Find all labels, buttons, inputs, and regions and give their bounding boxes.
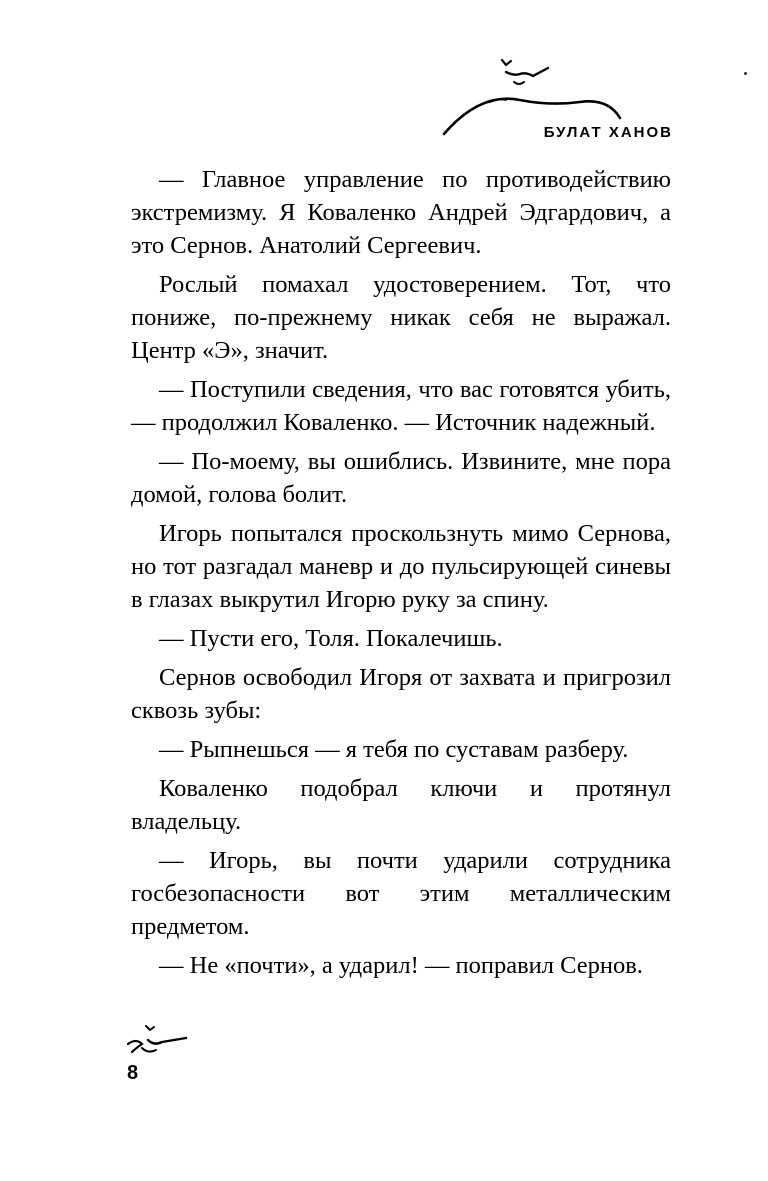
paragraph: Сернов освободил Игоря от захвата и пригрозил сквозь зубы: xyxy=(131,664,671,724)
paragraph: Игорь попытался проскользнуть мимо Сернова, но тот разгадал маневр и до пульсирующей синевы в глазах выкрутил Игорю руку за спину. xyxy=(131,520,671,613)
paragraph: — Игорь, вы почти ударили сотрудника госбезопасности вот этим металлическим предметом. xyxy=(131,847,671,940)
paragraph: — По-моему, вы ошиблись. Извините, мне пора домой, голова болит. xyxy=(131,448,671,508)
paragraph: — Главное управление по противодействию экстремизму. Я Коваленко Андрей Эдгардович, а это Сернов. Анатолий Сергеевич. xyxy=(131,166,671,259)
paragraph: — Пусти его, Толя. Покалечишь. xyxy=(159,625,503,652)
stray-dot xyxy=(744,72,747,75)
running-head-author: БУЛАТ ХАНОВ xyxy=(543,124,673,141)
body-text xyxy=(131,163,671,982)
paragraph: — Поступили сведения, что вас готовятся убить, — продолжил Коваленко. — Источник надежный. xyxy=(131,376,671,436)
page-number: 8 xyxy=(127,1062,139,1084)
paragraph: Коваленко подобрал ключи и протянул владельцу. xyxy=(131,775,671,835)
paragraph: — Не «почти», а ударил! — поправил Сернов. xyxy=(159,952,643,979)
paragraph: — Рыпнешься — я тебя по суставам разберу. xyxy=(159,736,629,763)
paragraph: Рослый помахал удостоверением. Тот, что пониже, по-прежнему никак себя не выражал. Центр «Э», значит. xyxy=(131,271,671,364)
